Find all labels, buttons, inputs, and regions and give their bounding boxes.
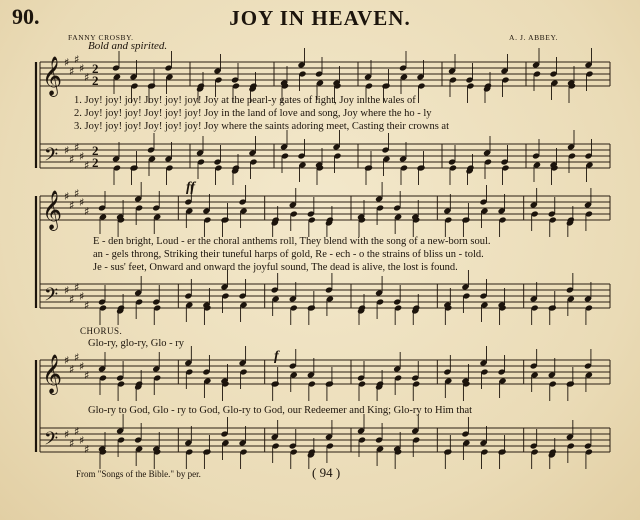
sharp-icon: ♯ — [79, 434, 85, 447]
sharp-icon: ♯ — [64, 428, 70, 441]
verse-2-line-2: an - gels throng, Striking their tuneful harps of gold, Re - ech - o the strains of bliss un - told. — [93, 249, 484, 260]
sharp-icon: ♯ — [79, 62, 85, 75]
sharp-icon: ♯ — [64, 56, 70, 69]
chorus-label: CHORUS. — [80, 326, 123, 336]
verse-1-line-2: E - den bright, Loud - er the choral anthems roll, They blend with the song of a new-born soul. — [93, 236, 491, 247]
sharp-icon: ♯ — [84, 205, 90, 218]
hymn-number: 90. — [12, 4, 40, 29]
sharp-icon: ♯ — [84, 299, 90, 312]
sharp-icon: ♯ — [74, 351, 80, 364]
verse-1-line-1: 1. Joy! joy! joy! Joy! joy! joy! Joy at the pearl-y gates of light, Joy in the vales of — [74, 95, 416, 106]
sharp-icon: ♯ — [74, 425, 80, 438]
sharp-icon: ♯ — [79, 150, 85, 163]
sharp-icon: ♯ — [69, 199, 75, 212]
sharp-icon: ♯ — [69, 363, 75, 376]
sharp-icon: ♯ — [74, 281, 80, 294]
sharp-icon: ♯ — [84, 443, 90, 456]
author-credit: FANNY CROSBY. — [68, 33, 134, 42]
chorus-upper-lyric: Glo-ry, glo-ry, Glo - ry — [88, 338, 185, 349]
sharp-icon: ♯ — [79, 360, 85, 373]
treble-clef-icon: 𝄞 — [42, 354, 63, 394]
chorus-lyric: Glo-ry to God, Glo - ry to God, Glo-ry to God, our Redeemer and King; Glo-ry to Him that — [88, 405, 473, 416]
sharp-icon: ♯ — [69, 437, 75, 450]
verse-3-line-2: Je - sus' feet, Onward and onward the joyful sound, The dead is alive, the lost is found. — [93, 262, 458, 273]
fortissimo-marking: ff — [186, 180, 196, 195]
sharp-icon: ♯ — [74, 187, 80, 200]
sharp-icon: ♯ — [84, 369, 90, 382]
source-credit: From "Songs of the Bible." by per. — [76, 469, 201, 479]
sharp-icon: ♯ — [69, 293, 75, 306]
sharp-icon: ♯ — [69, 153, 75, 166]
page-number: ( 94 ) — [312, 465, 341, 480]
bass-clef-icon: 𝄢 — [44, 429, 59, 454]
verse-3-line-1: 3. Joy! joy! joy! Joy! joy! joy! Joy where the saints adoring meet, Casting their crowns at — [74, 121, 450, 132]
sharp-icon: ♯ — [64, 190, 70, 203]
time-signature: 2 — [92, 73, 99, 88]
sharp-icon: ♯ — [64, 284, 70, 297]
bass-clef-icon: 𝄢 — [44, 145, 59, 170]
sharp-icon: ♯ — [64, 144, 70, 157]
bass-clef-icon: 𝄢 — [44, 285, 59, 310]
tempo-marking: Bold and spirited. — [88, 40, 168, 52]
verse-2-line-1: 2. Joy! joy! joy! Joy! joy! joy! Joy in the land of love and song, Joy where the ho - ly — [74, 108, 432, 119]
hymn-title: JOY IN HEAVEN. — [229, 6, 411, 30]
sharp-icon: ♯ — [79, 196, 85, 209]
time-signature: 2 — [92, 143, 99, 158]
sharp-icon: ♯ — [84, 71, 90, 84]
sharp-icon: ♯ — [79, 290, 85, 303]
treble-clef-icon: 𝄞 — [42, 56, 63, 96]
sharp-icon: ♯ — [74, 141, 80, 154]
sharp-icon: ♯ — [84, 159, 90, 172]
sharp-icon: ♯ — [74, 53, 80, 66]
sharp-icon: ♯ — [69, 65, 75, 78]
treble-clef-icon: 𝄞 — [42, 190, 63, 230]
forte-marking: f — [274, 349, 279, 364]
time-signature: 2 — [92, 155, 99, 170]
time-signature: 2 — [92, 61, 99, 76]
sharp-icon: ♯ — [64, 354, 70, 367]
composer-credit: A. J. ABBEY. — [509, 33, 558, 42]
